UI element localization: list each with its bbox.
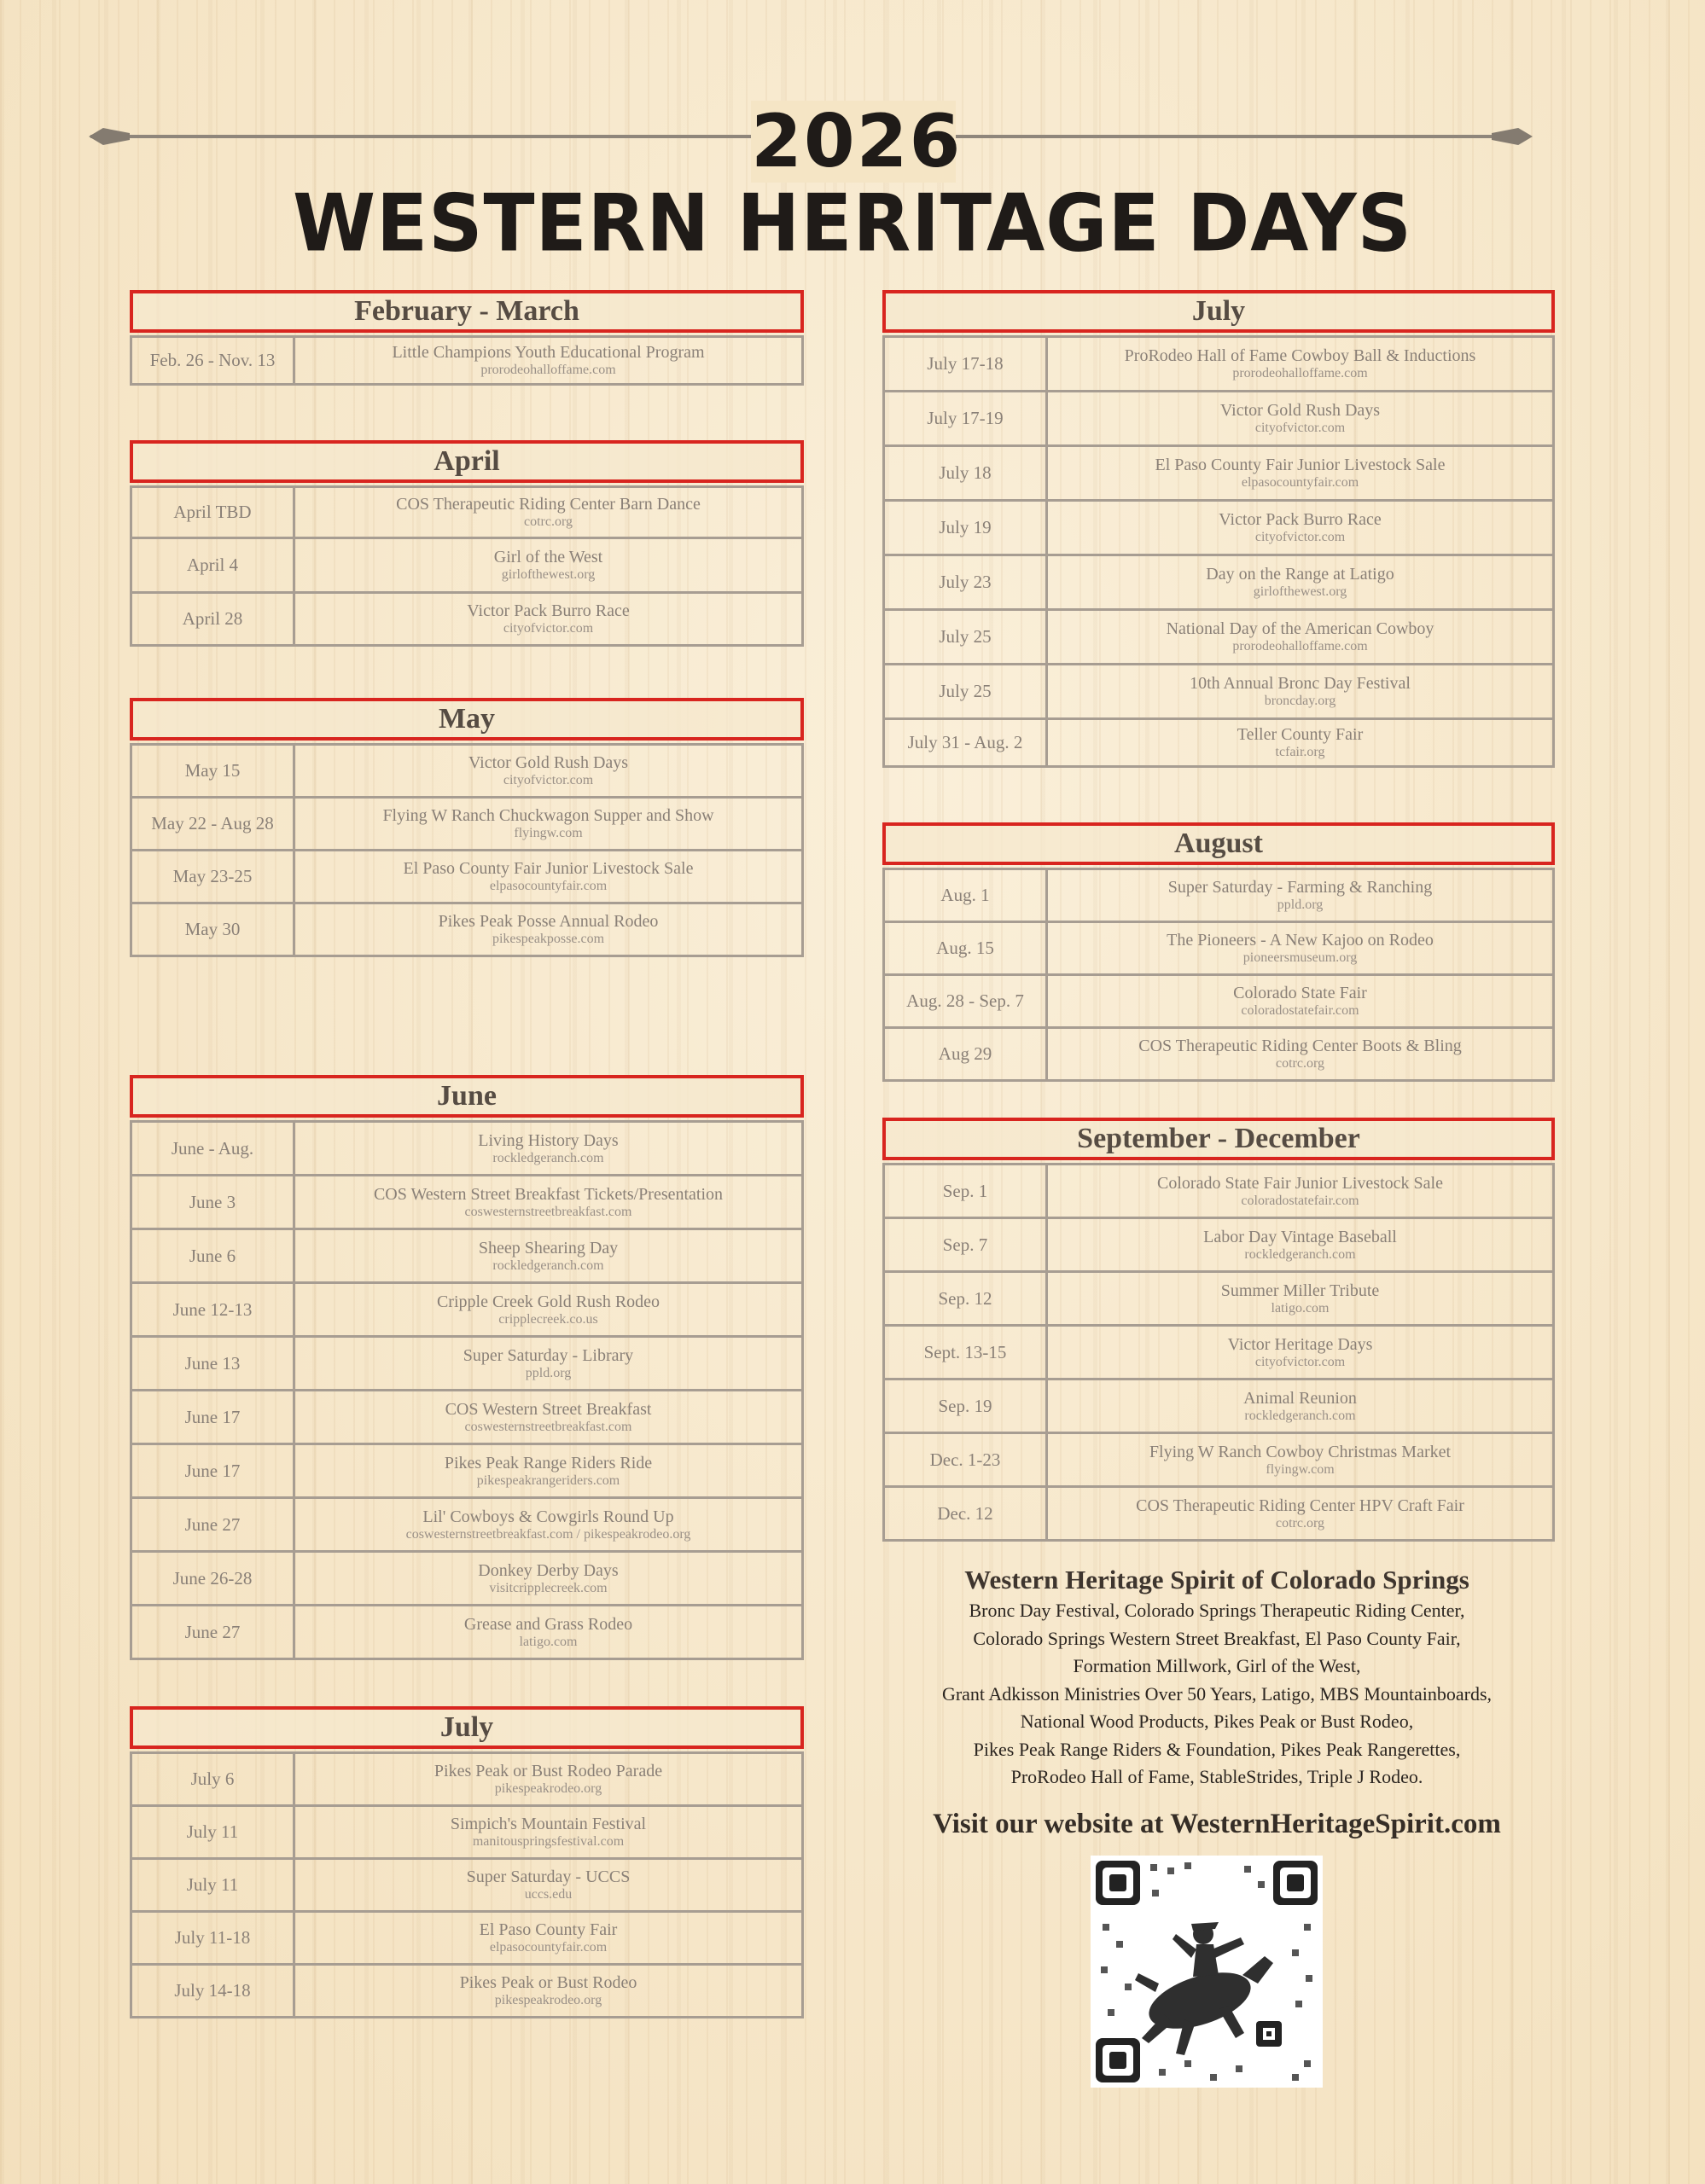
month-heading: April <box>130 440 804 483</box>
table-row <box>884 501 1554 555</box>
event-date: May 30 <box>131 903 294 956</box>
event-name: ProRodeo Hall of Fame Cowboy Ball & Inductions <box>1124 346 1476 365</box>
table-row <box>884 555 1554 610</box>
event-name: Little Champions Youth Educational Program <box>392 343 705 362</box>
event-description <box>1047 975 1554 1028</box>
event-url: cityofvictor.com <box>1254 421 1346 435</box>
event-date: April TBD <box>131 487 294 538</box>
event-description <box>1047 869 1554 922</box>
event-name: Simpich's Mountain Festival <box>450 1815 647 1833</box>
event-url: manitouspringsfestival.com <box>472 1834 625 1849</box>
event-date: July 25 <box>884 665 1047 719</box>
event-url: cityofvictor.com <box>503 773 594 787</box>
event-url: rockledgeranch.com <box>1244 1246 1356 1262</box>
event-name: Victor Gold Rush Days <box>1219 401 1381 420</box>
event-url: pikespeakrodeo.org <box>494 1781 602 1796</box>
event-date: April 28 <box>131 593 294 646</box>
event-name: Victor Pack Burro Race <box>1219 510 1382 529</box>
event-name: Summer Miller Tribute <box>1220 1281 1380 1300</box>
event-date: July 11 <box>131 1859 294 1912</box>
event-description <box>294 1606 803 1659</box>
event-name: Grease and Grass Rodeo <box>463 1614 633 1634</box>
event-description <box>294 798 803 851</box>
event-name: Pikes Peak or Bust Rodeo Parade <box>434 1762 663 1780</box>
event-name: Super Saturday - UCCS <box>466 1867 631 1886</box>
event-table <box>882 1163 1555 1542</box>
event-url: visitcripplecreek.com <box>489 1580 608 1595</box>
event-description <box>1047 392 1554 446</box>
event-name: Living History Days <box>478 1130 619 1150</box>
table-row <box>884 975 1554 1028</box>
event-url: girlofthewest.org <box>1253 584 1347 599</box>
table-row <box>131 1176 803 1229</box>
event-name: Pikes Peak Range Riders Ride <box>444 1453 653 1472</box>
event-description <box>294 1965 803 2018</box>
event-url: cotrc.org <box>1275 1056 1324 1071</box>
table-row <box>884 1487 1554 1541</box>
event-description <box>1047 501 1554 555</box>
event-description <box>294 1337 803 1391</box>
month-block-april <box>130 440 804 647</box>
table-row <box>131 1498 803 1552</box>
month-heading: May <box>130 698 804 741</box>
event-date: July 31 - Aug. 2 <box>884 719 1047 767</box>
table-row <box>131 1444 803 1498</box>
event-description <box>1047 1218 1554 1272</box>
event-description <box>1047 1433 1554 1487</box>
event-url: broncday.org <box>1264 694 1336 708</box>
sponsor-line: Formation Millwork, Girl of the West, <box>1073 1655 1361 1676</box>
sponsor-line: ProRodeo Hall of Fame, StableStrides, Triple J Rodeo. <box>1010 1766 1423 1787</box>
event-url: cityofvictor.com <box>1254 530 1346 544</box>
table-row <box>884 446 1554 501</box>
event-url: coloradostatefair.com <box>1241 1003 1359 1018</box>
event-date: July 18 <box>884 446 1047 501</box>
table-row <box>131 1753 803 1806</box>
table-row <box>131 745 803 798</box>
event-name: Victor Gold Rush Days <box>468 753 629 772</box>
event-date: July 11-18 <box>131 1912 294 1965</box>
month-block-may <box>130 698 804 957</box>
event-name: Donkey Derby Days <box>478 1560 619 1580</box>
month-heading: July <box>882 290 1555 333</box>
month-heading: July <box>130 1706 804 1749</box>
table-row <box>131 1337 803 1391</box>
table-row <box>131 1912 803 1965</box>
month-heading: June <box>130 1075 804 1118</box>
event-name: Colorado State Fair Junior Livestock Sale <box>1157 1173 1443 1193</box>
table-row <box>884 1165 1554 1218</box>
table-row <box>131 1229 803 1283</box>
event-name: Pikes Peak or Bust Rodeo <box>459 1973 637 1992</box>
event-name: The Pioneers - A New Kajoo on Rodeo <box>1167 931 1434 950</box>
event-url: coloradostatefair.com <box>1241 1193 1359 1208</box>
table-row <box>131 1965 803 2018</box>
table-row <box>884 922 1554 975</box>
sponsors-title: Western Heritage Spirit of Colorado Springs <box>964 1565 1469 1594</box>
event-description <box>294 903 803 956</box>
event-url: pikespeakrodeo.org <box>494 1993 602 2007</box>
qr-code-icon[interactable] <box>1091 1856 1323 2088</box>
event-url: cotrc.org <box>1275 1515 1324 1531</box>
event-name: El Paso County Fair Junior Livestock Sale <box>1155 456 1446 474</box>
event-url: elpasocountyfair.com <box>489 1940 608 1955</box>
event-url: prorodeohalloffame.com <box>1232 639 1368 653</box>
event-url: rockledgeranch.com <box>492 1258 604 1273</box>
table-row <box>884 719 1554 767</box>
event-name: Lil' Cowboys & Cowgirls Round Up <box>422 1507 674 1526</box>
event-date: Aug. 28 - Sep. 7 <box>884 975 1047 1028</box>
table-row <box>884 869 1554 922</box>
event-description <box>294 1806 803 1859</box>
event-date: Sept. 13-15 <box>884 1326 1047 1380</box>
event-description <box>294 1283 803 1337</box>
table-row <box>131 851 803 903</box>
event-date: May 23-25 <box>131 851 294 903</box>
table-row <box>131 903 803 956</box>
event-url: coswesternstreetbreakfast.com <box>464 1419 632 1434</box>
event-name: COS Western Street Breakfast <box>445 1399 652 1419</box>
event-description <box>1047 1272 1554 1326</box>
event-description <box>1047 665 1554 719</box>
event-url: latigo.com <box>519 1634 578 1649</box>
event-table <box>882 335 1555 768</box>
event-url: pikespeakrangeriders.com <box>476 1472 620 1488</box>
event-description <box>1047 1165 1554 1218</box>
event-url: elpasocountyfair.com <box>1241 475 1359 490</box>
event-url: coswesternstreetbreakfast.com / pikespeakrodeo.org <box>405 1526 691 1542</box>
event-description <box>294 337 803 385</box>
rule-cap-left <box>89 128 130 145</box>
event-url: pikespeakposse.com <box>492 932 605 946</box>
table-row <box>884 1433 1554 1487</box>
event-name: COS Western Street Breakfast Tickets/Presentation <box>373 1184 724 1204</box>
event-name: El Paso County Fair <box>479 1920 618 1939</box>
event-description <box>1047 1028 1554 1081</box>
table-row <box>884 1326 1554 1380</box>
event-description <box>1047 446 1554 501</box>
event-name: Victor Heritage Days <box>1227 1334 1373 1354</box>
event-name: 10th Annual Bronc Day Festival <box>1190 674 1411 693</box>
table-row <box>131 1859 803 1912</box>
event-date: Dec. 1-23 <box>884 1433 1047 1487</box>
event-url: uccs.edu <box>524 1887 573 1902</box>
event-url: ppld.org <box>525 1365 572 1380</box>
table-row <box>131 1122 803 1176</box>
event-date: Sep. 12 <box>884 1272 1047 1326</box>
event-table <box>882 868 1555 1082</box>
event-name: Colorado State Fair <box>1233 984 1367 1002</box>
event-url: latigo.com <box>1271 1300 1330 1316</box>
event-description <box>294 1229 803 1283</box>
event-description <box>1047 1326 1554 1380</box>
event-url: coswesternstreetbreakfast.com <box>464 1204 632 1219</box>
event-url: rockledgeranch.com <box>492 1150 604 1165</box>
event-description <box>294 1753 803 1806</box>
event-description <box>294 593 803 646</box>
event-name: Day on the Range at Latigo <box>1206 565 1394 584</box>
event-url: cripplecreek.co.us <box>498 1311 598 1327</box>
event-description <box>294 1122 803 1176</box>
event-date: Dec. 12 <box>884 1487 1047 1541</box>
table-row <box>131 337 803 385</box>
table-row <box>884 337 1554 392</box>
table-row <box>131 1283 803 1337</box>
event-name: Victor Pack Burro Race <box>467 601 630 620</box>
event-date: July 19 <box>884 501 1047 555</box>
event-date: June 17 <box>131 1444 294 1498</box>
event-url: elpasocountyfair.com <box>489 879 608 893</box>
event-url: rockledgeranch.com <box>1244 1408 1356 1423</box>
sponsor-line: Pikes Peak Range Riders & Foundation, Pikes Peak Rangerettes, <box>973 1738 1461 1760</box>
table-row <box>131 1606 803 1659</box>
event-description <box>294 1912 803 1965</box>
event-date: June 12-13 <box>131 1283 294 1337</box>
table-row <box>131 593 803 646</box>
event-date: June 6 <box>131 1229 294 1283</box>
poster-year: 2026 <box>751 99 963 184</box>
event-date: June 13 <box>131 1337 294 1391</box>
event-name: COS Therapeutic Riding Center HPV Craft Fair <box>1136 1496 1464 1515</box>
event-description <box>1047 922 1554 975</box>
event-name: Animal Reunion <box>1243 1388 1357 1408</box>
event-name: COS Therapeutic Riding Center Barn Dance <box>396 495 701 514</box>
event-name: Super Saturday - Farming & Ranching <box>1167 878 1433 897</box>
table-row <box>131 1391 803 1444</box>
month-block-august <box>882 822 1555 1082</box>
event-date: May 22 - Aug 28 <box>131 798 294 851</box>
table-row <box>884 392 1554 446</box>
month-heading: September - December <box>882 1118 1555 1160</box>
table-row <box>884 1028 1554 1081</box>
event-url: flyingw.com <box>1266 1461 1335 1477</box>
event-description <box>294 1498 803 1552</box>
month-heading: February - March <box>130 290 804 333</box>
event-description <box>294 851 803 903</box>
event-url: cotrc.org <box>523 514 573 529</box>
event-description <box>294 1391 803 1444</box>
event-url: prorodeohalloffame.com <box>480 363 616 377</box>
event-name: Flying W Ranch Chuckwagon Supper and Show <box>382 806 714 825</box>
event-table <box>130 335 804 386</box>
event-date: June 27 <box>131 1606 294 1659</box>
event-description <box>1047 337 1554 392</box>
event-description <box>1047 555 1554 610</box>
event-description <box>294 487 803 538</box>
event-url: cityofvictor.com <box>503 621 594 636</box>
month-block-june <box>130 1075 804 1660</box>
event-date: April 4 <box>131 538 294 593</box>
month-block-september-december <box>882 1118 1555 1542</box>
event-table <box>130 485 804 647</box>
event-table <box>130 743 804 957</box>
event-date: July 17-19 <box>884 392 1047 446</box>
event-name: Cripple Creek Gold Rush Rodeo <box>436 1292 660 1311</box>
table-row <box>884 1218 1554 1272</box>
event-date: Aug. 1 <box>884 869 1047 922</box>
sponsor-line: National Wood Products, Pikes Peak or Bust Rodeo, <box>1020 1711 1414 1732</box>
event-name: Teller County Fair <box>1237 725 1364 744</box>
month-block-february-march <box>130 290 804 386</box>
table-row <box>131 1552 803 1606</box>
month-heading: August <box>882 822 1555 865</box>
event-name: Flying W Ranch Cowboy Christmas Market <box>1149 1442 1452 1461</box>
sponsors-section <box>882 1563 1551 1792</box>
event-description <box>1047 719 1554 767</box>
event-description <box>1047 1380 1554 1433</box>
event-description <box>294 538 803 593</box>
event-name: COS Therapeutic Riding Center Boots & Bling <box>1138 1037 1462 1055</box>
poster-title: WESTERN HERITAGE DAYS <box>292 177 1413 270</box>
event-date: July 25 <box>884 610 1047 665</box>
event-date: June 3 <box>131 1176 294 1229</box>
event-description <box>1047 1487 1554 1541</box>
event-name: El Paso County Fair Junior Livestock Sale <box>403 859 694 878</box>
event-date: Sep. 7 <box>884 1218 1047 1272</box>
event-description <box>294 1444 803 1498</box>
event-name: Super Saturday - Library <box>463 1345 634 1365</box>
event-date: July 23 <box>884 555 1047 610</box>
event-description <box>294 1552 803 1606</box>
event-date: July 11 <box>131 1806 294 1859</box>
month-block-july-left <box>130 1706 804 2018</box>
event-url: prorodeohalloffame.com <box>1232 366 1368 380</box>
website-link[interactable]: Visit our website at WesternHeritageSpirit.com <box>933 1809 1501 1839</box>
sponsors-list <box>882 1597 1551 1792</box>
event-date: June 17 <box>131 1391 294 1444</box>
rule-cap-right <box>1492 128 1533 145</box>
event-date: June 27 <box>131 1498 294 1552</box>
event-date: Feb. 26 - Nov. 13 <box>131 337 294 385</box>
event-description <box>294 1176 803 1229</box>
event-date: June - Aug. <box>131 1122 294 1176</box>
month-block-july-right <box>882 290 1555 768</box>
event-date: July 6 <box>131 1753 294 1806</box>
event-name: National Day of the American Cowboy <box>1166 619 1434 638</box>
event-date: May 15 <box>131 745 294 798</box>
table-row <box>884 1380 1554 1433</box>
event-name: Labor Day Vintage Baseball <box>1203 1227 1397 1246</box>
event-url: ppld.org <box>1277 897 1324 912</box>
event-name: Girl of the West <box>493 548 603 566</box>
event-name: Sheep Shearing Day <box>478 1238 619 1258</box>
event-url: pioneersmuseum.org <box>1242 950 1358 965</box>
event-table <box>130 1751 804 2018</box>
event-url: flyingw.com <box>514 826 583 840</box>
event-url: cityofvictor.com <box>1254 1354 1346 1369</box>
sponsor-line: Grant Adkisson Ministries Over 50 Years, Latigo, MBS Mountainboards, <box>941 1682 1493 1705</box>
sponsor-line: Colorado Springs Western Street Breakfast, El Paso County Fair, <box>973 1627 1461 1649</box>
event-description <box>1047 610 1554 665</box>
table-row <box>131 798 803 851</box>
event-date: Aug. 15 <box>884 922 1047 975</box>
event-date: Sep. 19 <box>884 1380 1047 1433</box>
table-row <box>131 487 803 538</box>
event-date: Sep. 1 <box>884 1165 1047 1218</box>
qr-code-graphic <box>1091 1856 1323 2088</box>
event-url: tcfair.org <box>1275 745 1325 759</box>
table-row <box>884 610 1554 665</box>
event-description <box>294 1859 803 1912</box>
event-date: July 14-18 <box>131 1965 294 2018</box>
table-row <box>884 1272 1554 1326</box>
table-row <box>131 538 803 593</box>
event-table <box>130 1120 804 1660</box>
sponsor-line: Bronc Day Festival, Colorado Springs Therapeutic Riding Center, <box>969 1600 1465 1621</box>
event-url: girlofthewest.org <box>501 567 596 582</box>
event-date: Aug 29 <box>884 1028 1047 1081</box>
event-date: June 26-28 <box>131 1552 294 1606</box>
table-row <box>884 665 1554 719</box>
table-row <box>131 1806 803 1859</box>
event-name: Pikes Peak Posse Annual Rodeo <box>438 912 659 931</box>
event-description <box>294 745 803 798</box>
event-date: July 17-18 <box>884 337 1047 392</box>
